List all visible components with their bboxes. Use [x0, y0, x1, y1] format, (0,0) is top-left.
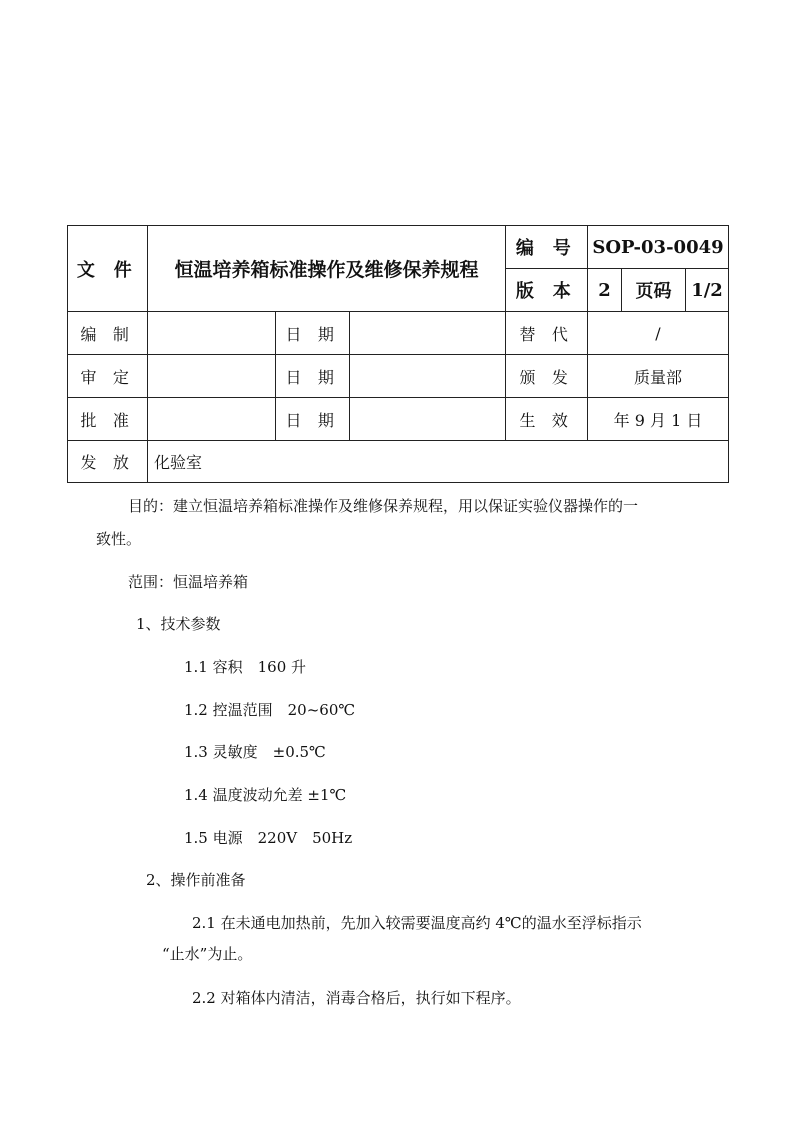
distribute-value: 化验室 — [148, 441, 729, 483]
date-label: 日 期 — [276, 312, 350, 355]
role-label: 编 制 — [68, 312, 148, 355]
replace-label: 替 代 — [506, 312, 588, 355]
doc-title: 恒温培养箱标准操作及维修保养规程 — [148, 226, 506, 312]
date-value — [350, 312, 506, 355]
doc-label: 文 件 — [68, 226, 148, 312]
role-value — [148, 312, 276, 355]
section2-title: 2、操作前准备 — [146, 871, 246, 889]
issue-label: 颁 发 — [506, 355, 588, 398]
code-label: 编 号 — [506, 226, 588, 269]
role-label: 审 定 — [68, 355, 148, 398]
section1-title: 1、技术参数 — [136, 615, 221, 633]
table-row — [68, 312, 729, 355]
page-label: 页码 — [622, 269, 686, 312]
date-value — [350, 398, 506, 441]
role-label: 批 准 — [68, 398, 148, 441]
prep-2-2: 2.2 对箱体内清洁，消毒合格后，执行如下程序。 — [192, 989, 521, 1007]
purpose-text-line1: 目的：建立恒温培养箱标准操作及维修保养规程，用以保证实验仪器操作的一 — [128, 497, 639, 515]
version-value: 2 — [588, 269, 622, 312]
effective-label: 生 效 — [506, 398, 588, 441]
table-row — [68, 441, 729, 483]
date-label: 日 期 — [276, 355, 350, 398]
issue-value: 质量部 — [588, 355, 729, 398]
distribute-label: 发 放 — [68, 441, 148, 483]
effective-value: 年 9 月 1 日 — [588, 398, 729, 441]
table-row — [68, 398, 729, 441]
date-value — [350, 355, 506, 398]
version-label: 版 本 — [506, 269, 588, 312]
scope-text: 范围：恒温培养箱 — [128, 573, 249, 591]
param-item: 1.2 控温范围 20~60℃ — [184, 701, 356, 719]
date-label: 日 期 — [276, 398, 350, 441]
param-item: 1.3 灵敏度 ±0.5℃ — [184, 743, 326, 761]
page-value: 1/2 — [686, 269, 729, 312]
replace-value: / — [588, 312, 729, 355]
prep-2-1-line1: 2.1 在未通电加热前，先加入较需要温度高约 4℃的温水至浮标指示 — [192, 914, 642, 932]
role-value — [148, 398, 276, 441]
document-header-table — [67, 225, 729, 483]
param-item: 1.5 电源 220V 50Hz — [184, 829, 353, 847]
prep-2-1-line2: “止水”为止。 — [162, 945, 253, 963]
param-item: 1.1 容积 160 升 — [184, 658, 307, 676]
role-value — [148, 355, 276, 398]
param-item: 1.4 温度波动允差 ±1℃ — [184, 786, 347, 804]
purpose-text-line2: 致性。 — [96, 530, 142, 548]
table-row — [68, 355, 729, 398]
code-value: SOP-03-0049 — [588, 226, 729, 269]
